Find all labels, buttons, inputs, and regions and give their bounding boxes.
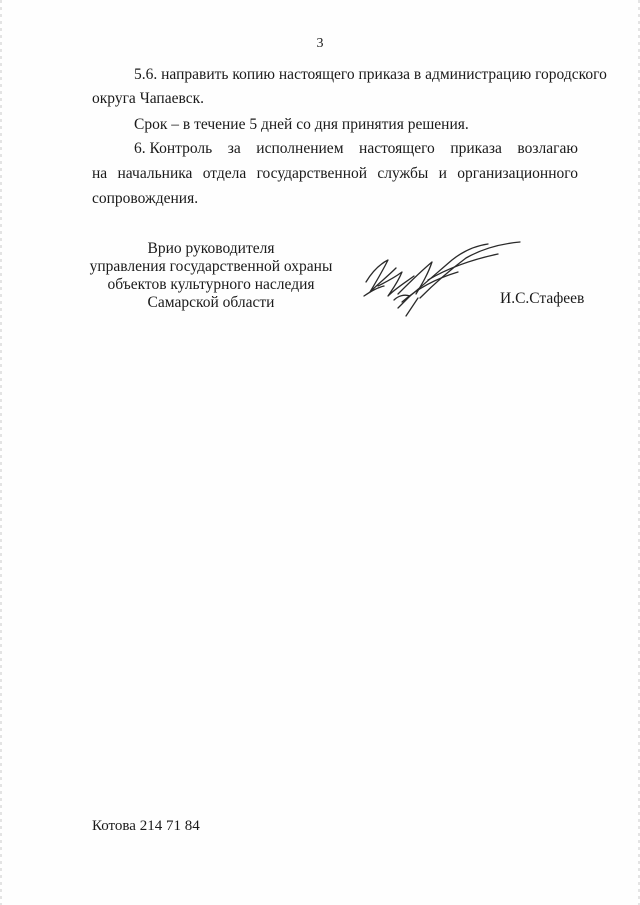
item-6-line3: сопровождения.	[92, 190, 199, 207]
deadline-text: Срок – в течение 5 дней со дня принятия решения.	[134, 116, 469, 133]
item-5-6-line2: округа Чапаевск.	[92, 90, 205, 107]
item-6-word: настоящего	[359, 140, 435, 157]
item-6-word: на	[92, 165, 108, 182]
item-6-word: и	[438, 165, 447, 182]
item-6-word: приказа	[450, 140, 502, 157]
item-6-word: отдела	[202, 165, 247, 182]
item-6-line1	[134, 140, 578, 158]
item-6-word: организационного	[457, 165, 578, 182]
page-number: 3	[316, 36, 324, 51]
scan-edge-left	[0, 0, 2, 905]
item-6-word: возлагаю	[517, 140, 578, 157]
position-line: Врио руководителя	[147, 240, 275, 257]
signer-name: И.С.Стафеев	[500, 290, 585, 307]
item-6-line2	[92, 165, 578, 183]
item-6-word: государственной	[256, 165, 368, 182]
item-6-word: начальника	[117, 165, 193, 182]
item-5-6-line1: 5.6. направить копию настоящего приказа в администрацию городского	[134, 66, 607, 83]
signatory-position	[86, 240, 336, 312]
position-line: Самарской области	[147, 294, 275, 311]
position-line: объектов культурного наследия	[107, 276, 315, 293]
item-6-word: исполнением	[256, 140, 344, 157]
position-line: управления государственной охраны	[89, 258, 333, 275]
executor-contact: Котова 214 71 84	[92, 818, 200, 834]
item-6-word: 6. Контроль	[134, 140, 213, 157]
item-6-word: за	[227, 140, 241, 157]
item-6-word: службы	[377, 165, 429, 182]
